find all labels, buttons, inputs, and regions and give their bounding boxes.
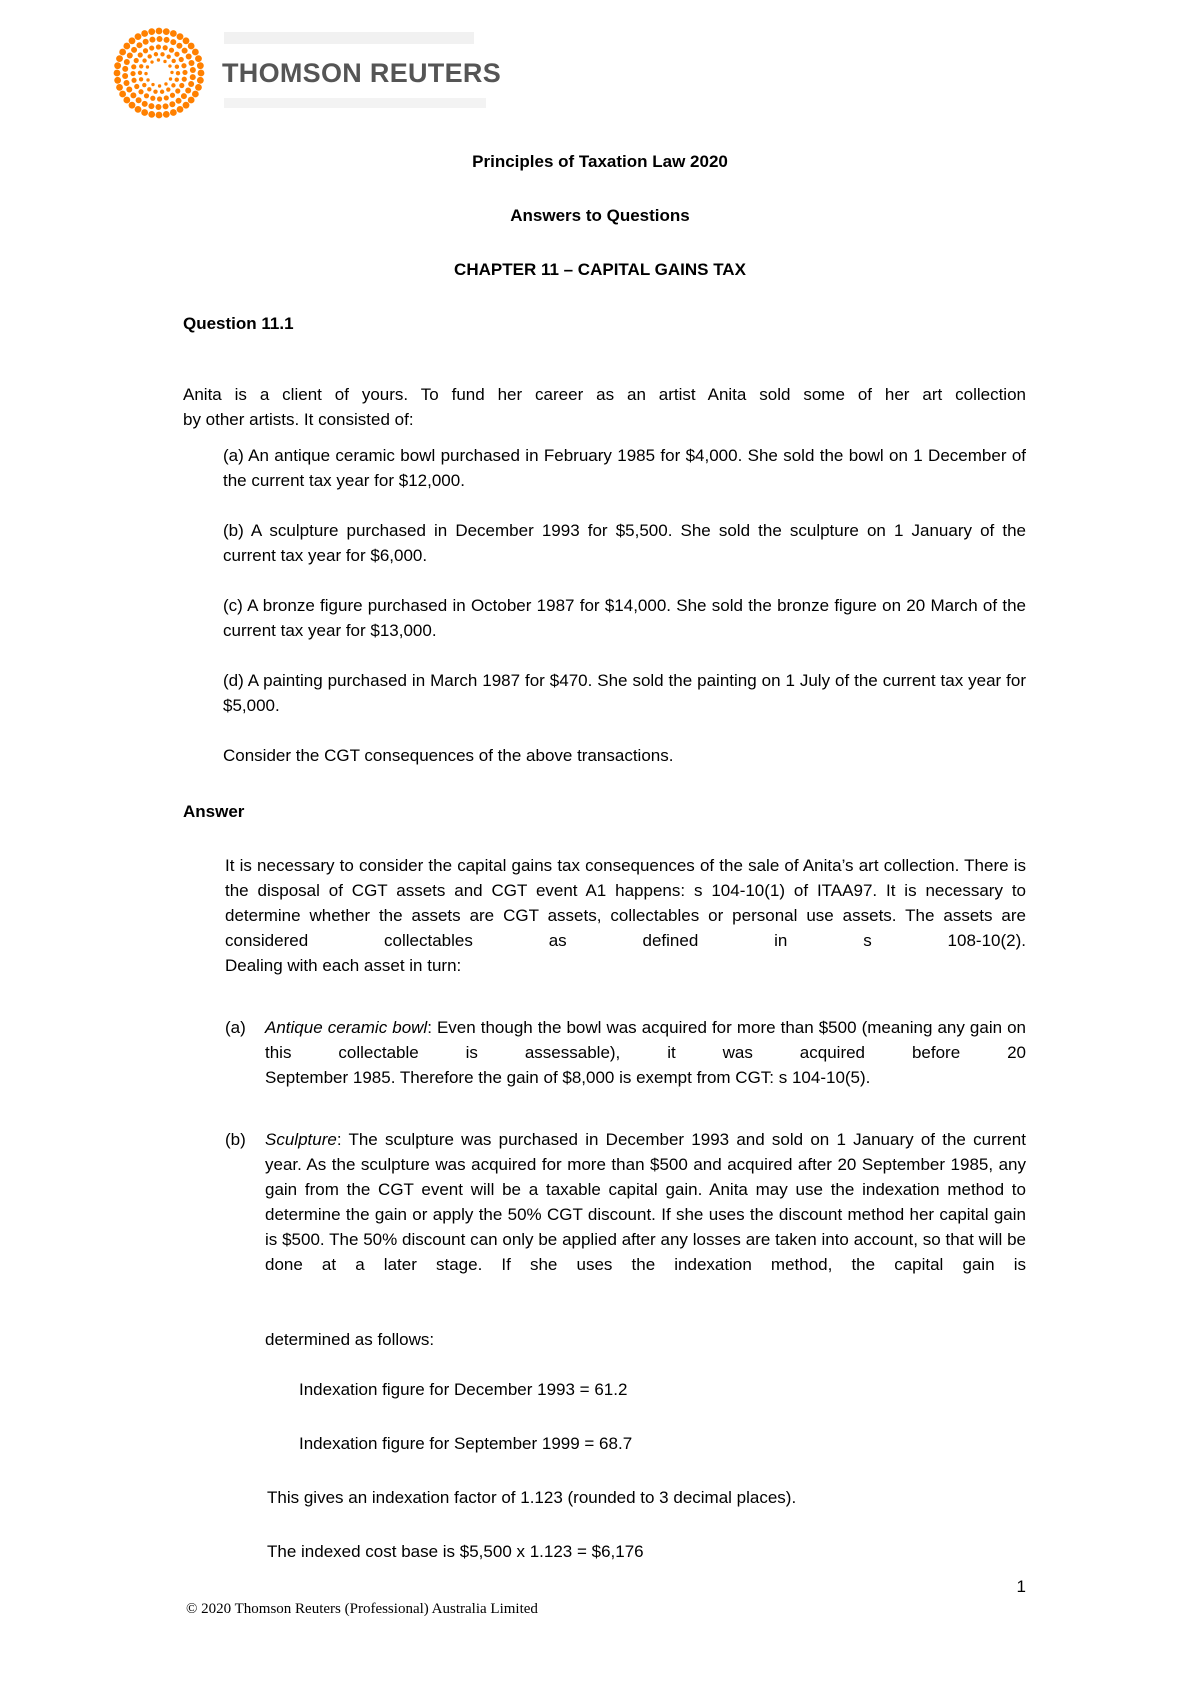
logo-dot — [138, 89, 143, 94]
logo-dot — [170, 109, 177, 116]
logo-dot — [182, 70, 187, 75]
logo-dot — [156, 112, 163, 119]
logo-dot — [170, 93, 175, 98]
logo-dot — [136, 97, 142, 103]
logo-dot — [151, 83, 154, 86]
indexation-sep-1999: Indexation figure for September 1999 = 68.7 — [299, 1434, 633, 1453]
logo-dot — [195, 84, 202, 91]
logo-dot — [177, 33, 184, 40]
logo-dot — [166, 54, 170, 58]
logo-dot — [163, 60, 166, 63]
logo-dot — [136, 42, 142, 48]
logo-tagline-top — [224, 32, 474, 44]
logo-dot — [138, 52, 143, 57]
logo-dot — [157, 36, 163, 42]
answer-a-last-line: September 1985. Therefore the gain of $8,000 is exempt from CGT: s 104-10(5). — [265, 1068, 871, 1087]
answer-b-last-line: determined as follows: — [265, 1330, 435, 1349]
question-item-a: (a) An antique ceramic bowl purchased in February 1985 for $4,000. She sold the bowl on 1 December of the current tax year for $12,000. — [223, 446, 1026, 490]
logo-dot — [182, 48, 188, 54]
logo-dot — [197, 62, 204, 69]
logo-dot — [135, 106, 142, 113]
logo-dot — [127, 53, 133, 59]
logo-dot — [123, 43, 130, 50]
logo-dot — [176, 71, 180, 75]
document-subtitle: Answers to Questions — [510, 206, 690, 225]
chapter-heading: CHAPTER 11 – CAPITAL GAINS TAX — [454, 260, 746, 279]
logo-dot — [141, 30, 148, 37]
logo-dot — [164, 82, 167, 85]
logo-dot — [170, 30, 177, 37]
logo-dot — [138, 71, 142, 75]
logo-dot — [179, 83, 184, 88]
logo-dot — [188, 43, 195, 50]
logo-dot — [160, 90, 164, 94]
logo-dot — [188, 81, 194, 87]
answer-b-title: Sculpture — [265, 1130, 337, 1149]
answer-a-title: Antique ceramic bowl — [265, 1018, 428, 1037]
logo-dot — [156, 44, 161, 49]
answer-a-text: : Even though the bowl was acquired for more than $500 (meaning any gain on this collectable is assessable), it was acquired before 20 — [265, 1018, 1026, 1062]
logo-dot — [134, 84, 139, 89]
logo-dot — [134, 58, 139, 63]
logo-dot — [169, 48, 174, 53]
logo-dot — [143, 39, 149, 45]
logo-dot — [163, 45, 168, 50]
logo-dot — [188, 60, 194, 66]
logo-dot — [114, 70, 121, 77]
logo-dot — [171, 83, 175, 87]
document-title: Principles of Taxation Law 2020 — [472, 152, 728, 171]
logo-dot — [143, 48, 148, 53]
logo-dot — [147, 87, 151, 91]
answer-a-label: (a) — [225, 1018, 246, 1037]
logo-dot — [198, 70, 205, 77]
logo-dot — [119, 91, 126, 98]
logo-dot — [188, 97, 195, 104]
logo-dot — [181, 63, 186, 68]
logo-dot — [147, 54, 151, 58]
logo-dot — [158, 84, 161, 87]
question-heading: Question 11.1 — [183, 314, 294, 333]
logo-dot — [139, 64, 143, 68]
indexed-cost-base: The indexed cost base is $5,500 x 1.123 = $6,176 — [267, 1542, 644, 1561]
logo-dot — [186, 53, 192, 59]
logo-dot — [163, 111, 170, 118]
logo-dot — [142, 83, 146, 87]
logo-dot — [164, 95, 169, 100]
logo-dot — [131, 64, 136, 69]
answer-a-body — [265, 1015, 1026, 1065]
logo-dot — [156, 28, 163, 35]
logo-dot — [131, 47, 137, 53]
logo-dot — [129, 37, 136, 44]
logo-dot — [141, 109, 148, 116]
logo-dot — [177, 106, 184, 113]
logo-dot — [174, 52, 179, 57]
question-item-d: (d) A painting purchased in March 1987 for $470. She sold the painting on 1 July of the current tax year for $5,000. — [223, 671, 1026, 715]
logo-dot — [144, 93, 149, 98]
logo-dot — [175, 77, 179, 81]
logo-dot — [135, 33, 142, 40]
logo-dot — [130, 71, 135, 76]
logo-dot — [176, 98, 182, 104]
logo-dot — [131, 78, 136, 83]
logo-dot — [139, 77, 143, 81]
logo-dot — [179, 57, 184, 62]
logo-dot — [124, 80, 130, 86]
copyright-footer: © 2020 Thomson Reuters (Professional) Australia Limited — [186, 1601, 538, 1617]
logo-dot — [183, 102, 190, 109]
logo-dot — [197, 77, 204, 84]
logo-dot — [181, 93, 187, 99]
logo-dot — [142, 101, 148, 107]
logo-dot — [175, 88, 180, 93]
logo-dot — [129, 102, 136, 109]
question-item-c: (c) A bronze figure purchased in October 1987 for $14,000. She sold the bronze figure on 20 March of the current tax year for $13,000. — [223, 596, 1026, 640]
answer-b-text: : The sculpture was purchased in December 1993 and sold on 1 January of the current year. As the sculpture was acquired for more than $500 and acquired after 20 September 1985, any gain from the CGT event will be a taxable capital gain. Anita may use the indexation method to determine the gain or apply the 50% CGT discount. If she uses the discount method her capital gain is $500. The 50% discount can only be applied after any losses are taken into account, so that will be done at a later stage. If she uses the indexation method, the capital gain is — [265, 1130, 1026, 1274]
indexation-factor: This gives an indexation factor of 1.123 (rounded to 3 decimal places). — [267, 1488, 797, 1507]
answer-b-label: (b) — [225, 1130, 246, 1149]
logo-dot — [122, 73, 128, 79]
logo-dot — [157, 96, 162, 101]
logo-dot — [116, 84, 123, 91]
logo-dot — [146, 65, 149, 68]
page-number: 1 — [1016, 1577, 1026, 1596]
logo-dot — [123, 97, 130, 104]
answer-intro: It is necessary to consider the capital gains tax consequences of the sale of Anita’s art collection. There is the disposal of CGT assets and CGT event A1 happens: s 104-10(1) of ITAA97. It is necessary to determine whether the assets are CGT assets, collectables or personal use assets. The assets are considered collectables as defined in s 108-10(2). — [225, 856, 1026, 950]
logo-dot — [190, 74, 196, 80]
question-intro-line-2: by other artists. It consisted of: — [183, 410, 414, 429]
logo-dot — [195, 55, 202, 62]
logo-dot — [175, 65, 179, 69]
logo-dot — [124, 59, 130, 65]
logo-dot — [148, 28, 155, 35]
logo-dot — [126, 87, 132, 93]
logo-dot — [150, 96, 155, 101]
logo-dot — [149, 37, 155, 43]
logo-dot — [163, 28, 170, 35]
logo-dot — [153, 89, 157, 93]
logo-wordmark: THOMSON REUTERS — [222, 58, 502, 88]
logo-dot — [150, 60, 153, 63]
logo-dot — [166, 87, 170, 91]
logo-dot — [171, 59, 175, 63]
answer-intro-last-line: Dealing with each asset in turn: — [225, 956, 462, 975]
logo-dot — [169, 77, 172, 80]
logo-dot — [163, 103, 169, 109]
logo-dot — [157, 58, 160, 61]
logo-dot — [148, 111, 155, 118]
logo-dot — [144, 72, 147, 75]
logo-dot — [170, 39, 176, 45]
logo-dot — [116, 55, 123, 62]
logo-dot — [176, 43, 182, 49]
answer-heading: Answer — [183, 802, 245, 821]
question-prompt: Consider the CGT consequences of the above transactions. — [223, 746, 674, 765]
logo-dot — [130, 92, 136, 98]
logo-dot — [148, 103, 154, 109]
logo-dot — [114, 62, 121, 69]
logo-dot — [190, 67, 196, 73]
logo-dot — [192, 49, 199, 56]
answer-b-body — [265, 1127, 1026, 1277]
logo-dot — [122, 66, 128, 72]
question-intro-line-1: Anita is a client of yours. To fund her career as an artist Anita sold some of her art collection — [183, 385, 1026, 404]
thomson-reuters-logo — [112, 26, 502, 116]
logo-dot-circle-icon — [112, 26, 207, 121]
logo-dot — [154, 52, 158, 56]
logo-dot — [142, 58, 146, 62]
logo-dot — [185, 87, 191, 93]
logo-dot — [114, 77, 121, 84]
logo-dot — [169, 101, 175, 107]
logo-tagline-bottom — [224, 98, 486, 108]
logo-dot — [155, 104, 161, 110]
logo-dot — [183, 37, 190, 44]
logo-dot — [168, 64, 171, 67]
logo-dot — [182, 77, 187, 82]
logo-dot — [149, 45, 154, 50]
logo-dot — [146, 78, 149, 81]
logo-dot — [170, 71, 173, 74]
logo-dot — [160, 52, 164, 56]
indexation-dec-1993: Indexation figure for December 1993 = 61.2 — [299, 1380, 628, 1399]
logo-dot — [119, 49, 126, 56]
question-item-b: (b) A sculpture purchased in December 1993 for $5,500. She sold the sculpture on 1 January of the current tax year for $6,000. — [223, 521, 1026, 565]
logo-dot — [164, 37, 170, 43]
logo-dot — [192, 91, 199, 98]
